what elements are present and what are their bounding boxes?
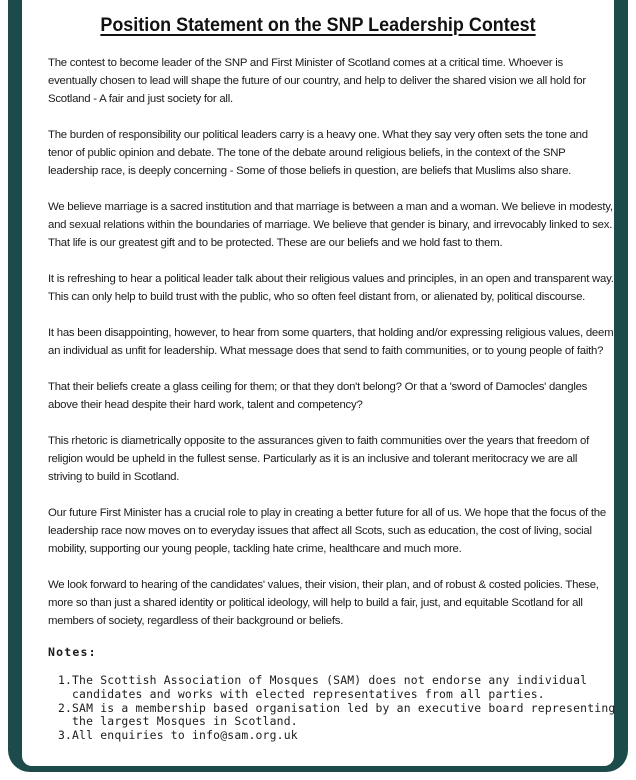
notes-list — [58, 674, 618, 743]
paragraph-6: That their beliefs create a glass ceiling for them; or that they don't belong? Or that a 'sword of Damocles' dangles above their head despite their hard work, talent and competency? — [48, 381, 588, 411]
paragraph-8: Our future First Minister has a crucial role to play in creating a better future for all of us. We hope that the focus of the leadership race now moves on to everyday issues that affect all Scots, such as education, the cost of living, social mobility, supporting our young people, tackling hate crime, healthcare and much more. — [48, 507, 606, 555]
note-text: SAM is a membership based organisation led by an executive board representing the largest Mosques in Scotland. — [72, 700, 616, 729]
note-item — [58, 702, 618, 730]
paragraph-4: It is refreshing to hear a political leader talk about their religious values and principles, in an open and transparent way. This can only help to build trust with the public, who so often feel distant from, or alienated by, political discourse. — [48, 273, 614, 303]
note-item — [58, 729, 618, 743]
statement-body — [48, 54, 614, 648]
note-text: All enquiries to info@sam.org.uk — [72, 728, 298, 743]
document-title: Position Statement on the SNP Leadership Contest — [100, 14, 536, 36]
note-item — [58, 674, 618, 702]
paragraph-9: We look forward to hearing of the candidates' values, their vision, their plan, and of robust & costed policies. These, more so than just a shared identity or political ideology, will help to build a fair, just, and equitable Scotland for all members of society, regardless of their background or beliefs. — [48, 579, 599, 627]
notes-heading: Notes: — [48, 645, 97, 659]
paragraph-2: The burden of responsibility our political leaders carry is a heavy one. What they say very often sets the tone and tenor of public opinion and debate. The tone of the debate around religious beliefs, in the context of the SNP leadership race, is deeply concerning - Some of those beliefs in question, are beliefs that Muslims also share. — [48, 129, 588, 177]
paragraph-7: This rhetoric is diametrically opposite to the assurances given to faith communities over the years that freedom of religion would be upheld in the fullest sense. Particularly as it is an inclusive and tolerant meritocracy we are all striving to build in Scotland. — [48, 435, 590, 483]
paragraph-5: It has been disappointing, however, to hear from some quarters, that holding and/or expressing religious values, deem an individual as unfit for leadership. What message does that send to faith communities, or to young people of faith? — [48, 327, 614, 357]
paragraph-3: We believe marriage is a sacred institution and that marriage is between a man and a woman. We believe in modesty, and sexual relations within the boundaries of marriage. We believe that gender is binary, and irrevocably linked to sex. That life is our greatest gift and to be protected. These are our beliefs and we hold fast to them. — [48, 201, 613, 249]
note-text: The Scottish Association of Mosques (SAM) does not endorse any individual candidates and works with elected representatives from all parties. — [72, 673, 588, 701]
note-number: 1. — [58, 673, 73, 687]
note-number: 2. — [58, 700, 73, 715]
note-number: 3. — [58, 728, 73, 743]
paragraph-1: The contest to become leader of the SNP and First Minister of Scotland comes at a critical time. Whoever is eventually chosen to lead will shape the future of our country, and help to deliver the shared vision we all hold for Scotland - A fair and just society for all. — [48, 57, 586, 105]
